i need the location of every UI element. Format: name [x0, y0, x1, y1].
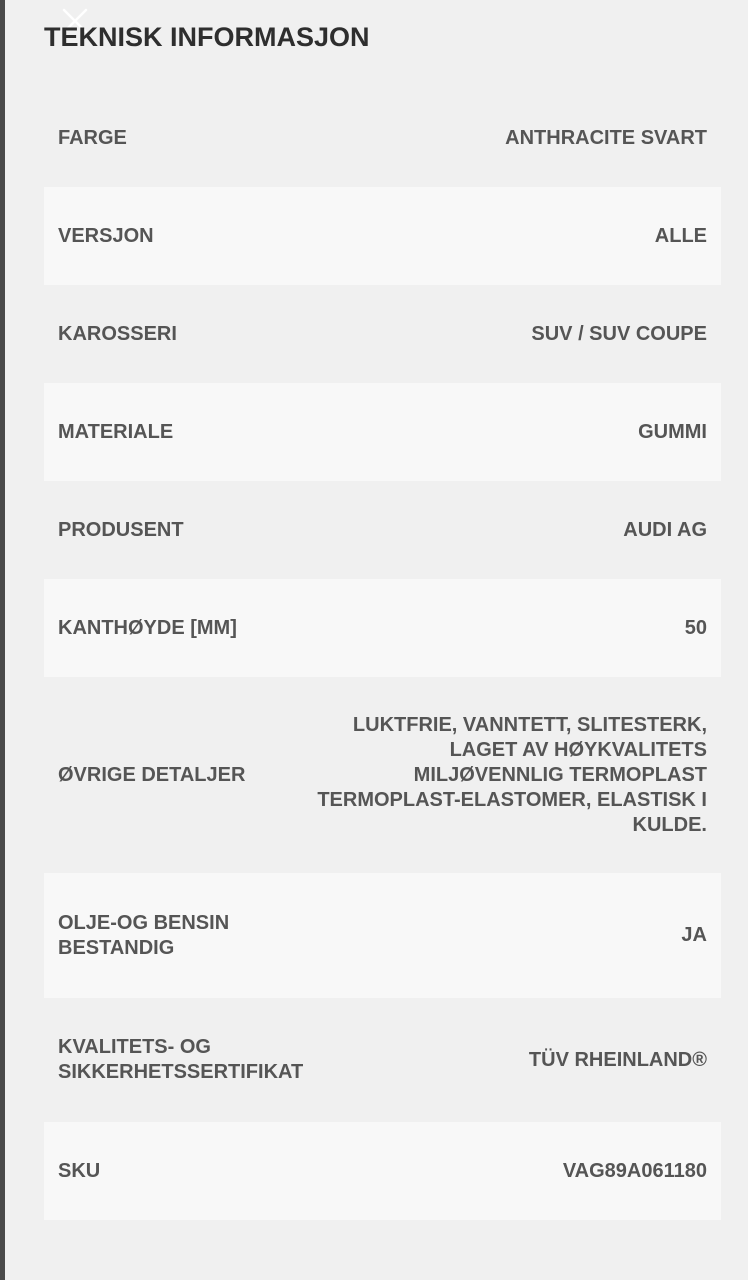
spec-row-ovrige-detaljer — [44, 677, 721, 873]
spec-label: SKU — [58, 1159, 101, 1182]
spec-label: OLJE-OG BENSIN BESTANDIG — [58, 911, 230, 959]
spec-row-olje-bensin — [44, 873, 721, 998]
spec-value: GUMMI — [638, 420, 707, 443]
spec-label: KANTHØYDE [MM] — [58, 616, 237, 639]
page-title: TEKNISK INFORMASJON — [44, 22, 370, 52]
spec-value: ALLE — [654, 224, 707, 247]
spec-row-versjon — [44, 187, 721, 285]
spec-row-sertifikat — [44, 998, 721, 1122]
spec-label: KVALITETS- OG SIKKERHETSSERTIFIKAT — [58, 1036, 304, 1083]
spec-value: LUKTFRIE, VANNTETT, SLITESTERK, LAGET AV HØYKVALITETS MILJØVENNLIG TERMOPLAST TERMOPLAST-ELASTOMER, ELASTISK I KULDE. — [317, 713, 707, 836]
spec-label: MATERIALE — [58, 420, 174, 443]
spec-value: TÜV RHEINLAND® — [528, 1048, 707, 1071]
spec-row-karosseri — [44, 285, 721, 383]
spec-label: FARGE — [58, 126, 127, 149]
spec-value: VAG89A061180 — [562, 1159, 707, 1182]
spec-value: JA — [681, 924, 707, 946]
spec-row-sku — [44, 1122, 721, 1220]
spec-table — [44, 89, 721, 1220]
spec-label: PRODUSENT — [58, 518, 184, 541]
left-edge-border — [0, 0, 5, 1280]
spec-value: AUDI AG — [623, 518, 707, 541]
spec-value: 50 — [684, 616, 707, 639]
spec-label: VERSJON — [58, 224, 154, 247]
spec-row-kanthoyde — [44, 579, 721, 677]
spec-label: ØVRIGE DETALJER — [58, 763, 246, 786]
spec-value: ANTHRACITE SVART — [505, 126, 707, 149]
spec-row-produsent — [44, 481, 721, 579]
spec-row-materiale — [44, 383, 721, 481]
spec-row-farge — [44, 89, 721, 187]
spec-label: KAROSSERI — [58, 322, 177, 345]
spec-value: SUV / SUV COUPE — [531, 322, 707, 345]
